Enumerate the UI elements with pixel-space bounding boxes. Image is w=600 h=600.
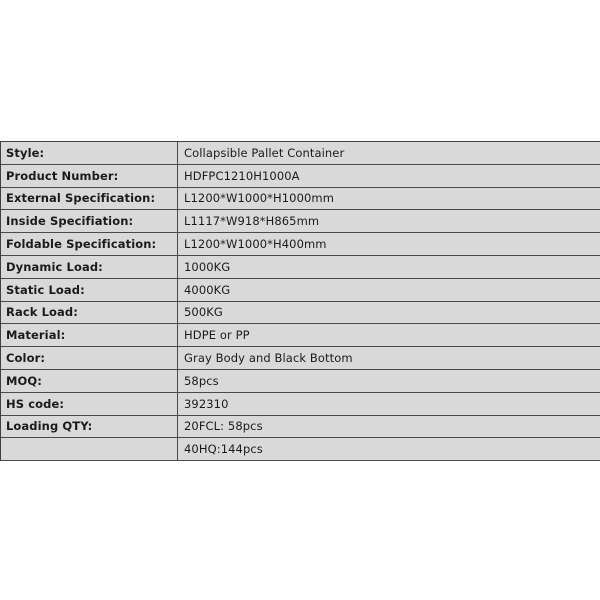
- spec-row: [1, 416, 600, 439]
- spec-value: 40HQ:144pcs: [184, 442, 263, 457]
- spec-row: [1, 256, 600, 279]
- spec-row: [1, 438, 600, 461]
- spec-value: L1117*W918*H865mm: [184, 214, 320, 229]
- spec-value: 58pcs: [184, 373, 219, 388]
- spec-label: Inside Specifiation:: [1, 210, 178, 232]
- spec-label: Dynamic Load:: [1, 256, 178, 278]
- spec-value: Collapsible Pallet Container: [184, 145, 345, 160]
- spec-row: [1, 393, 600, 416]
- spec-label: External Specification:: [1, 188, 178, 210]
- spec-label: Style:: [1, 142, 178, 164]
- spec-row: [1, 188, 600, 211]
- spec-label: Product Number:: [1, 165, 178, 187]
- spec-row: [1, 233, 600, 256]
- spec-value: 4000KG: [184, 282, 231, 297]
- spec-value: 1000KG: [184, 259, 231, 274]
- spec-label: Static Load:: [1, 279, 178, 301]
- spec-value: L1200*W1000*H400mm: [184, 237, 327, 252]
- spec-row: [1, 370, 600, 393]
- spec-row: [1, 302, 600, 325]
- spec-label: Color:: [1, 347, 178, 369]
- spec-row: [1, 347, 600, 370]
- spec-value: 500KG: [184, 305, 223, 320]
- spec-row: [1, 165, 600, 188]
- spec-label: Loading QTY:: [1, 416, 178, 438]
- spec-label: Material:: [1, 324, 178, 346]
- product-spec-table: [0, 141, 600, 461]
- spec-label: Foldable Specification:: [1, 233, 178, 255]
- spec-row: [1, 210, 600, 233]
- spec-row: [1, 324, 600, 347]
- spec-label: [1, 438, 178, 460]
- spec-value: 20FCL: 58pcs: [184, 419, 263, 434]
- spec-value: 392310: [184, 396, 229, 411]
- spec-row: [1, 142, 600, 165]
- spec-value: L1200*W1000*H1000mm: [184, 191, 335, 206]
- spec-row: [1, 279, 600, 302]
- spec-label: HS code:: [1, 393, 178, 415]
- spec-value: Gray Body and Black Bottom: [184, 351, 353, 366]
- spec-label: Rack Load:: [1, 302, 178, 324]
- spec-label: MOQ:: [1, 370, 178, 392]
- spec-value: HDFPC1210H1000A: [184, 168, 300, 183]
- spec-value: HDPE or PP: [184, 328, 250, 343]
